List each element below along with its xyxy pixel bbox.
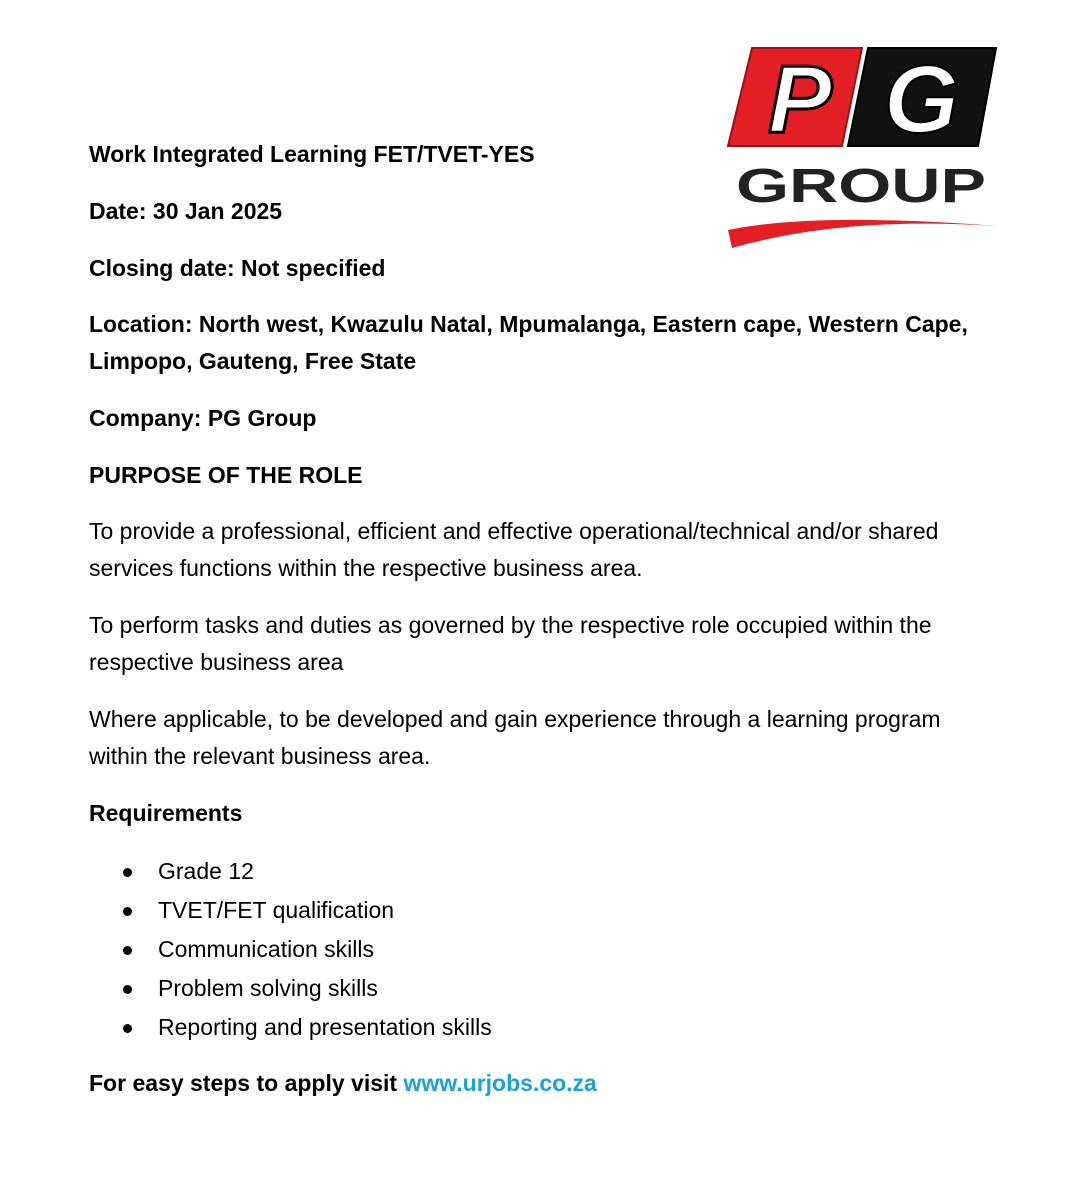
bullet-icon xyxy=(123,907,132,916)
job-title: Work Integrated Learning FET/TVET-YES xyxy=(89,141,535,167)
purpose-paragraph: To perform tasks and duties as governed by the respective role occupied within the respective business area xyxy=(89,612,932,675)
purpose-heading: PURPOSE OF THE ROLE xyxy=(89,462,363,488)
bullet-icon xyxy=(123,946,132,955)
logo-swoosh xyxy=(728,220,996,248)
purpose-paragraph: Where applicable, to be developed and gain experience through a learning program within the relevant business area. xyxy=(89,706,941,769)
purpose-paragraph: To provide a professional, efficient and effective operational/technical and/or shared services functions within the respective business area. xyxy=(89,518,939,581)
pg-group-logo xyxy=(724,40,1004,255)
logo-letter-p: P xyxy=(768,46,833,153)
bullet-icon xyxy=(123,868,132,877)
logo-group-text: GROUP xyxy=(736,160,986,213)
location-line-1: Location: North west, Kwazulu Natal, Mpumalanga, Eastern cape, Western Cape, xyxy=(89,311,968,337)
requirement-text: Grade 12 xyxy=(158,858,254,884)
logo-letter-g: G xyxy=(884,46,959,153)
list-item xyxy=(89,852,492,891)
requirement-text: Problem solving skills xyxy=(158,975,378,1001)
location-line-2: Limpopo, Gauteng, Free State xyxy=(89,348,417,374)
bullet-icon xyxy=(123,1024,132,1033)
company: Company: PG Group xyxy=(89,405,317,431)
requirement-text: TVET/FET qualification xyxy=(158,897,395,923)
apply-line xyxy=(89,1065,597,1102)
posting-date: Date: 30 Jan 2025 xyxy=(89,198,283,224)
apply-link[interactable]: www.urjobs.co.za xyxy=(403,1070,597,1096)
requirements-list xyxy=(89,852,492,1047)
list-item xyxy=(89,930,492,969)
apply-text: For easy steps to apply visit xyxy=(89,1070,404,1096)
requirement-text: Communication skills xyxy=(158,936,375,962)
requirement-text: Reporting and presentation skills xyxy=(158,1014,492,1040)
closing-date: Closing date: Not specified xyxy=(89,255,386,281)
list-item xyxy=(89,1008,492,1047)
requirements-heading: Requirements xyxy=(89,800,243,826)
list-item xyxy=(89,969,492,1008)
list-item xyxy=(89,891,492,930)
bullet-icon xyxy=(123,985,132,994)
